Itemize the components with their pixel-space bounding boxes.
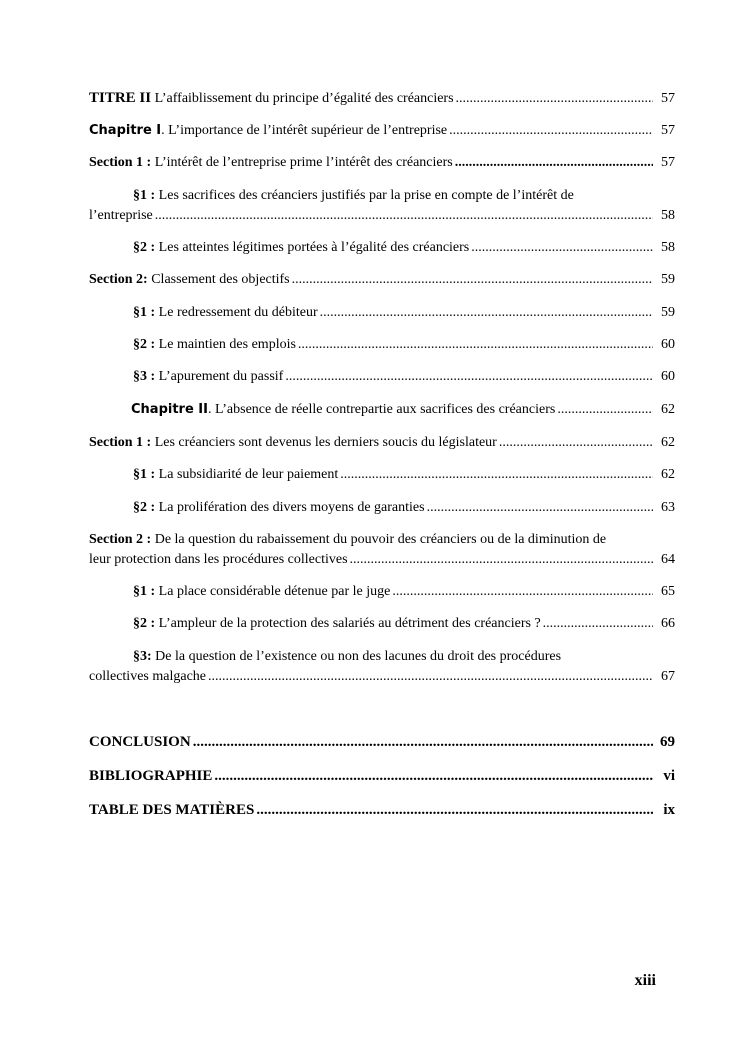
toc-label: §3: [133,649,152,664]
leader-dots [340,465,653,485]
toc-page-number: vi [663,768,675,784]
toc-entry-bibliographie[interactable] [89,766,675,786]
toc-text: Les atteintes légitimes portées à l’égalité des créanciers [155,240,470,255]
leader-dots [292,270,653,290]
toc-text: Le maintien des emplois [155,337,296,352]
toc-text: La prolifération des divers moyens de garanties [155,500,425,515]
toc-text: Le redressement du débiteur [155,305,318,320]
toc-page-number: 58 [661,240,675,255]
toc-label: §1 : [133,584,156,599]
toc-label: §1 : [133,305,156,320]
toc-page-number: 63 [661,500,675,515]
toc-label: Chapitre I [89,123,162,138]
toc-entry-paragraph-1[interactable] [89,465,675,485]
toc-entry-section-2[interactable] [89,270,675,290]
leader-dots [543,614,653,634]
page-number: xiii [634,972,656,989]
toc-page-number: 67 [661,669,675,684]
toc-entry-paragraph-3[interactable] [89,647,675,687]
toc-page-number: 60 [661,337,675,352]
leader-dots [298,335,653,355]
leader-dots [193,732,653,752]
toc-label: Section 2 : [89,532,152,547]
leader-dots [455,153,653,173]
leader-dots [214,766,653,786]
toc-page-number: 60 [661,369,675,384]
toc-text: Les créanciers sont devenus les derniers soucis du législateur [151,435,497,450]
leader-dots [350,550,653,570]
toc-text: La place considérable détenue par le juge [155,584,391,599]
toc-entry-section-1[interactable] [89,433,675,453]
toc-text: . L’importance de l’intérêt supérieur de l’entreprise [161,123,448,138]
toc-entry-chapitre-1[interactable] [89,121,675,141]
toc-entry-paragraph-2[interactable] [89,335,675,355]
leader-dots [427,498,653,518]
toc-page-number: 57 [661,123,675,138]
toc-page-number: 59 [661,305,675,320]
toc-text: . L’absence de réelle contrepartie aux sacrifices des créanciers [207,402,556,417]
leader-dots [208,667,653,687]
leader-dots [155,206,653,226]
leader-dots [256,800,653,820]
toc-text: La subsidiarité de leur paiement [155,467,339,482]
toc-label: TABLE DES MATIÈRES [89,802,255,818]
toc-text: L’intérêt de l’entreprise prime l’intérêt des créanciers [151,155,453,170]
toc-page-number: 65 [661,584,675,599]
toc-page-number: 62 [661,435,675,450]
toc-text: L’apurement du passif [155,369,284,384]
toc-page-number: 58 [661,208,675,223]
toc-page-number: 62 [661,467,675,482]
toc-text-continued: collectives malgache [89,669,206,684]
toc-label: §3 : [133,369,156,384]
leader-dots [557,400,653,420]
toc-entry-paragraph-3[interactable] [89,367,675,387]
toc-label: §1 : [133,467,156,482]
leader-dots [456,89,653,109]
toc-text: De la question du rabaissement du pouvoir des créanciers ou de la diminution de [151,532,607,547]
toc-entry-conclusion[interactable] [89,732,675,752]
leader-dots [320,303,653,323]
toc-entry-paragraph-2[interactable] [89,498,675,518]
toc-entry-titre-2[interactable] [89,88,675,109]
leader-dots [471,238,653,258]
toc-text: Les sacrifices des créanciers justifiés par la prise en compte de l’intérêt de [155,188,574,203]
toc-text: De la question de l’existence ou non des lacunes du droit des procédures [151,649,562,664]
toc-page-number: 64 [661,552,675,567]
toc-text: L’affaiblissement du principe d’égalité des créanciers [151,91,454,106]
toc-label: Section 2: [89,272,148,287]
toc-entry-chapitre-2[interactable] [89,400,675,420]
toc-label: §2 : [133,500,156,515]
toc-label: §2 : [133,616,156,631]
toc-entry-paragraph-1[interactable] [89,582,675,602]
leader-dots [285,367,653,387]
leader-dots [499,433,653,453]
toc-label: Section 1 : [89,435,152,450]
toc-text: Classement des objectifs [147,272,290,287]
toc-entry-paragraph-2[interactable] [89,614,675,634]
toc-label: TITRE II [89,90,152,106]
leader-dots [392,582,653,602]
toc-text: L’ampleur de la protection des salariés au détriment des créanciers ? [155,616,541,631]
toc-entry-table-des-matieres[interactable] [89,800,675,820]
toc-label: §2 : [133,240,156,255]
toc-label: §2 : [133,337,156,352]
toc-entry-section-2[interactable] [89,530,675,570]
toc-page-number: 69 [660,734,675,750]
toc-label: CONCLUSION [89,734,191,750]
toc-entry-paragraph-2[interactable] [89,238,675,258]
toc-entry-section-1[interactable] [89,153,675,173]
toc-page-number: ix [663,802,675,818]
toc-label: Section 1 : [89,155,152,170]
toc-page-number: 57 [661,155,675,170]
toc-label: BIBLIOGRAPHIE [89,768,213,784]
toc-page-number: 59 [661,272,675,287]
toc-text-continued: leur protection dans les procédures collectives [89,552,348,567]
toc-page-number: 62 [661,402,675,417]
toc-text-continued: l’entreprise [89,208,153,223]
toc-entry-paragraph-1[interactable] [89,303,675,323]
leader-dots [449,121,653,141]
toc-label: Chapitre II [131,402,208,417]
toc-page-number: 66 [661,616,675,631]
toc-entry-paragraph-1[interactable] [89,186,675,226]
toc-label: §1 : [133,188,156,203]
toc-page-number: 57 [661,91,675,106]
